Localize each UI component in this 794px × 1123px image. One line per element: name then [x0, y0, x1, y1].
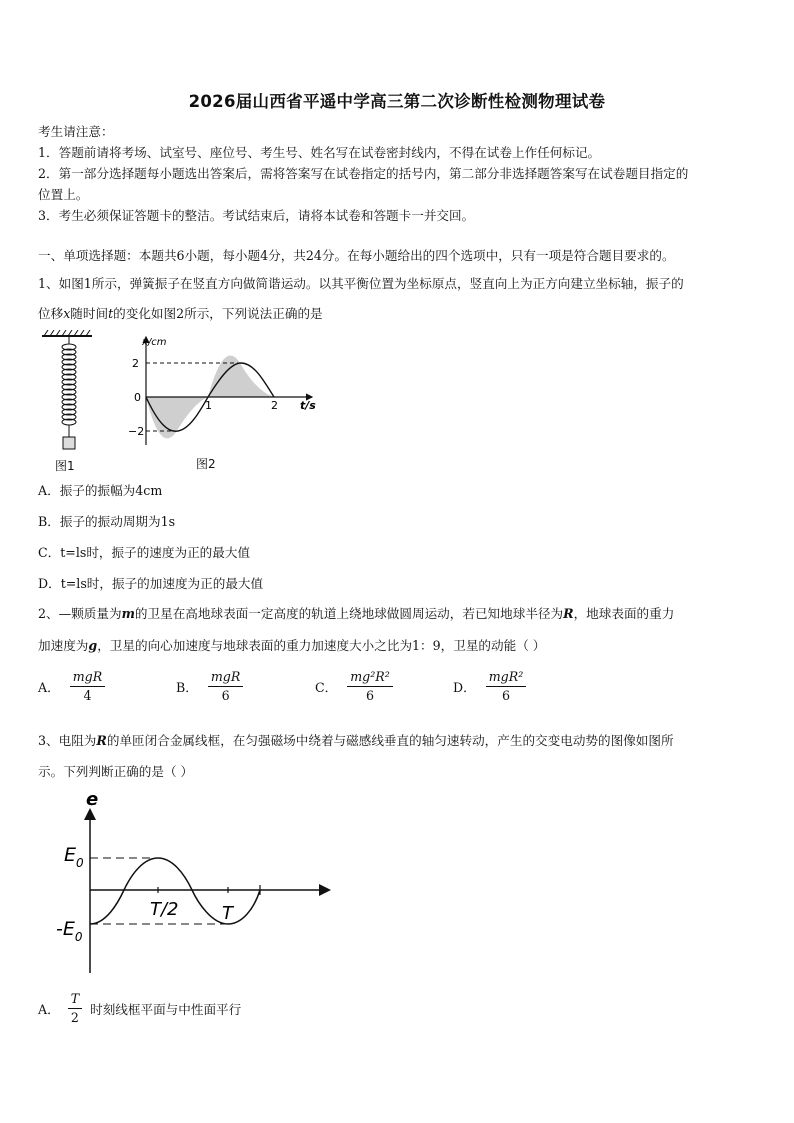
q1-figure2-tick-y-neg: −2	[128, 425, 145, 438]
q2-option-d: D． $\frac{\text{mgR²}}{6}$	[453, 670, 526, 703]
q1-figure2-ylabel: x/cm	[142, 337, 167, 348]
q1-option-d: D．t=ls时，振子的加速度为正的最大值	[38, 576, 264, 591]
page-title: 2026届山西省平遥中学高三第二次诊断性检测物理试卷	[188, 92, 606, 111]
q2-stem-line2: 加速度为g，卫星的向心加速度与地球表面的重力加速度大小之比为1：9，卫星的动能（ ）	[38, 638, 546, 653]
q1-option-c: C．t=ls时，振子的速度为正的最大值	[38, 545, 251, 560]
notice-item-3: 3．考生必须保证答题卡的整洁。考试结束后，请将本试卷和答题卡一并交回。	[38, 208, 475, 223]
q3-figure-neg-e0-label: $-E_0$	[56, 918, 83, 944]
q1-figure2-label: 图2	[196, 457, 216, 471]
q3-stem-line1: 3、电阻为R的单匝闭合金属线框，在匀强磁场中绕着与磁感线垂直的轴匀速转动，产生的交变电动势的图像如图所	[38, 733, 674, 748]
q3-figure-t-half-label: T/2	[150, 899, 179, 920]
q2-stem-line1: 2、—颗质量为m的卫星在高地球表面一定高度的轨道上绕地球做圆周运动，若已知地球半径为R，地球表面的重力	[38, 606, 675, 621]
q3-stem-line2: 示。下列判断正确的是（ ）	[38, 764, 194, 779]
q1-figure2-tick-x2: 2	[271, 399, 278, 412]
q3-figure-ylabel: e	[86, 789, 99, 810]
q1-figure2-graph	[128, 333, 328, 453]
q2-option-b: B． $\frac{\text{mgR}}{6}$	[176, 670, 243, 703]
q1-stem-line2: 位移x随时间t的变化如图2所示，下列说法正确的是	[38, 306, 323, 321]
q1-figure1-spring	[38, 330, 98, 475]
q1-option-b: B．振子的振动周期为1s	[38, 514, 176, 529]
q3-figure-t-label: T	[222, 903, 233, 924]
q2-option-c: C． $\frac{\text{mg²R²}}{6}$	[315, 670, 393, 703]
q1-figure2-tick-y-zero: 0	[134, 391, 141, 404]
notice-item-2-cont: 位置上。	[38, 187, 89, 202]
q1-figure2-tick-y-pos: 2	[132, 357, 139, 370]
q1-figure1-label: 图1	[55, 459, 75, 473]
notice-heading: 考生请注意：	[38, 124, 114, 139]
notice-item-2: 2．第一部分选择题每小题选出答案后，需将答案写在试卷指定的括号内，第二部分非选择题答案写在试卷题目指定的	[38, 166, 689, 181]
q3-figure-e0-label: $E_0$	[64, 844, 84, 870]
q1-option-a: A．振子的振幅为4cm	[38, 483, 163, 498]
q2-option-a: A． $\frac{\text{mgR}}{4}$	[38, 670, 105, 703]
q1-figure2-xlabel: t/s	[300, 399, 316, 412]
notice-item-1: 1．答题前请将考场、试室号、座位号、考生号、姓名写在试卷密封线内，不得在试卷上作任何标记。	[38, 145, 601, 160]
section-heading: 一、单项选择题：本题共6小题，每小题4分，共24分。在每小题给出的四个选项中，只有一项是符合题目要求的。	[38, 248, 675, 263]
q3-option-a: A． $\frac{T}{2}$ 时刻线框平面与中性面平行	[38, 991, 242, 1025]
q1-figure2-tick-x1: 1	[205, 399, 212, 412]
q1-stem-line1: 1、如图1所示，弹簧振子在竖直方向做简谐运动。以其平衡位置为坐标原点，竖直向上为正方向建立坐标轴，振子的	[38, 276, 684, 291]
q3-figure-graph	[50, 785, 340, 980]
